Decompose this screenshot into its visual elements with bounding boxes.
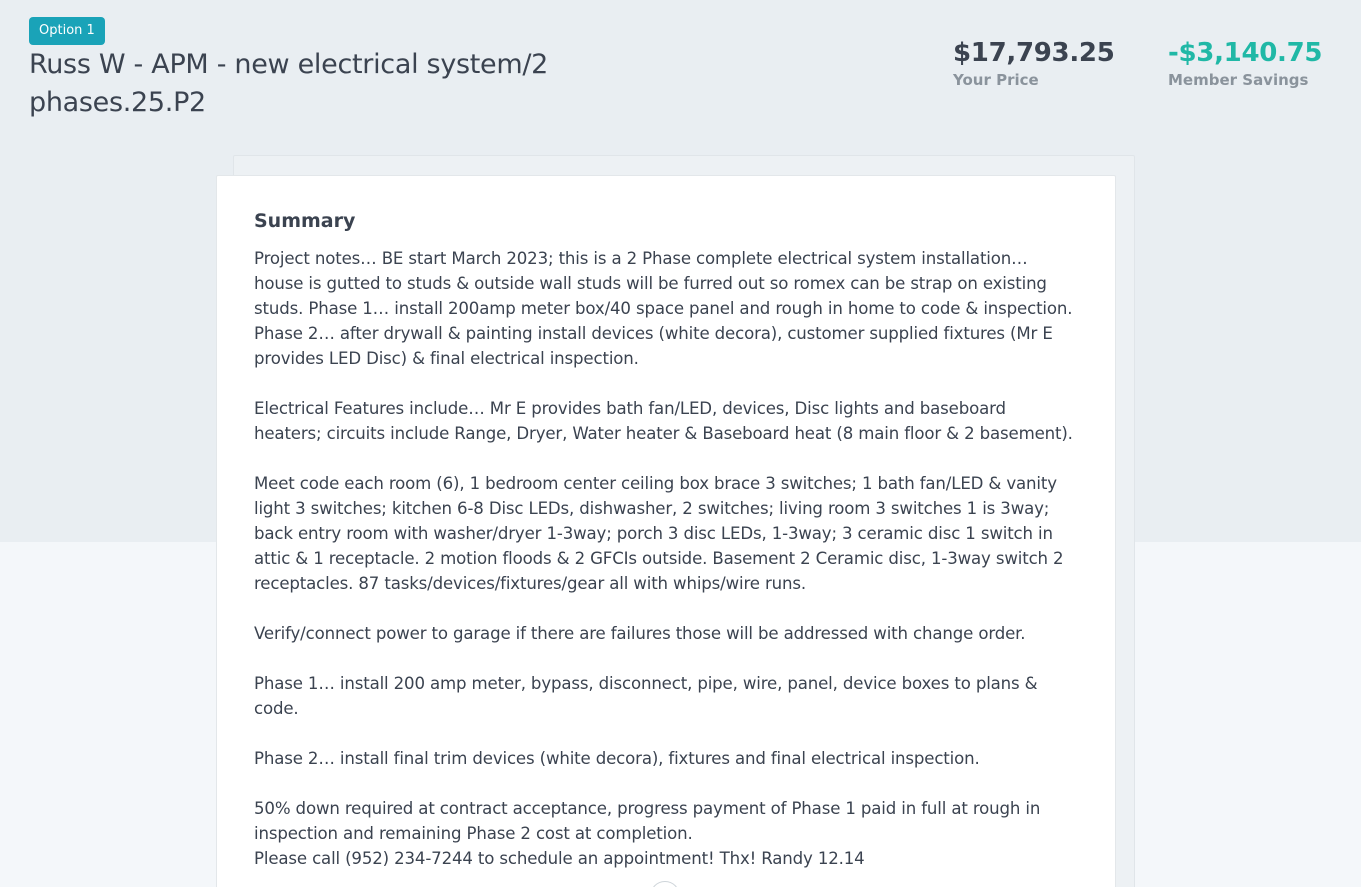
your-price-block	[953, 36, 1114, 90]
member-savings-label: Member Savings	[1168, 71, 1309, 89]
project-title: Russ W - APM - new electrical system/2 phases.25.P2	[29, 49, 549, 118]
summary-paragraph-payment: 50% down required at contract acceptance, progress payment of Phase 1 paid in full at rough in inspection and remaining Phase 2 cost at completion.	[254, 799, 1041, 843]
your-price-value: $17,793.25	[953, 38, 1115, 68]
summary-paragraph-contact: Please call (952) 234-7244 to schedule an appointment! Thx! Randy 12.14	[254, 849, 865, 868]
summary-heading: Summary	[254, 210, 356, 232]
summary-paragraph-phase-2: Phase 2… install final trim devices (white decora), fixtures and final electrical inspection.	[254, 749, 980, 768]
summary-paragraph-project-notes: Project notes… BE start March 2023; this is a 2 Phase complete electrical system installation… house is gutted to studs & outside wall studs will be furred out so romex can be strap on existing studs. Phase 1… install 200amp meter box/40 space panel and rough in home to code & inspection. Phase 2… after drywall & painting install devices (white decora), customer supplied fixtures (Mr E provides LED Disc) & final electrical inspection.	[254, 249, 1073, 368]
summary-paragraph-features: Electrical Features include… Mr E provides bath fan/LED, devices, Disc lights and baseboard heaters; circuits include Range, Dryer, Water heater & Baseboard heat (8 main floor & 2 basement).	[254, 399, 1073, 443]
summary-card	[216, 175, 1116, 887]
option-badge: Option 1	[29, 17, 105, 45]
your-price-label: Your Price	[953, 71, 1039, 89]
member-savings-value: -$3,140.75	[1168, 38, 1323, 68]
summary-paragraph-phase-1: Phase 1… install 200 amp meter, bypass, disconnect, pipe, wire, panel, device boxes to plans & code.	[254, 674, 1038, 718]
member-savings-block	[1168, 36, 1322, 90]
summary-paragraph-rooms: Meet code each room (6), 1 bedroom center ceiling box brace 3 switches; 1 bath fan/LED & vanity light 3 switches; kitchen 6-8 Disc LEDs, dishwasher, 2 switches; living room 3 switches 1 is 3way; back entry room with washer/dryer 1-3way; porch 3 disc LEDs, 1-3way; 3 ceramic disc 1 switch in attic & 1 receptacle. 2 motion floods & 2 GFCIs outside. Basement 2 Ceramic disc, 1-3way switch 2 receptacles. 87 tasks/devices/fixtures/gear all with whips/wire runs.	[254, 474, 1064, 593]
summary-paragraph-garage: Verify/connect power to garage if there are failures those will be addressed with change order.	[254, 624, 1026, 643]
